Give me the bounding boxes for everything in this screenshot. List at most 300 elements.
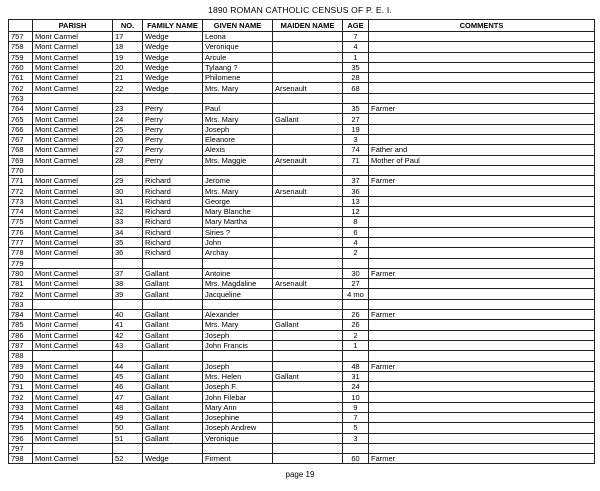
cell-age: 2 [343, 330, 369, 340]
cell-comments [369, 93, 595, 103]
cell-age: 74 [343, 145, 369, 155]
cell-row-index: 775 [9, 217, 33, 227]
cell-age: 1 [343, 52, 369, 62]
cell-number: 49 [113, 412, 143, 422]
cell-parish: Mont Carmel [33, 433, 113, 443]
cell-age: 2 [343, 248, 369, 258]
cell-family-name: Wedge [143, 52, 203, 62]
cell-family-name: Wedge [143, 42, 203, 52]
cell-number: 46 [113, 382, 143, 392]
table-row [9, 392, 595, 402]
cell-given-name: Mrs. Maggie [203, 155, 273, 165]
cell-comments [369, 330, 595, 340]
cell-family-name: Gallant [143, 330, 203, 340]
cell-age: 5 [343, 423, 369, 433]
cell-family-name: Perry [143, 134, 203, 144]
cell-parish: Mont Carmel [33, 32, 113, 42]
cell-given-name: Archay [203, 248, 273, 258]
table-row [9, 145, 595, 155]
cell-number: 51 [113, 433, 143, 443]
cell-row-index: 768 [9, 145, 33, 155]
cell-given-name [203, 258, 273, 268]
table-row [9, 258, 595, 268]
cell-row-index: 790 [9, 371, 33, 381]
cell-family-name: Wedge [143, 62, 203, 72]
cell-given-name: George [203, 196, 273, 206]
cell-age: 9 [343, 402, 369, 412]
cell-family-name: Richard [143, 227, 203, 237]
cell-given-name: Mrs. Magdaline [203, 279, 273, 289]
cell-row-index: 772 [9, 186, 33, 196]
cell-family-name: Gallant [143, 310, 203, 320]
cell-row-index: 767 [9, 134, 33, 144]
table-row [9, 268, 595, 278]
cell-family-name: Gallant [143, 382, 203, 392]
cell-given-name: Mrs. Mary [203, 320, 273, 330]
cell-given-name: John Francis [203, 340, 273, 350]
cell-maiden-name [273, 402, 343, 412]
cell-row-index: 783 [9, 299, 33, 309]
cell-number: 26 [113, 134, 143, 144]
cell-parish: Mont Carmel [33, 340, 113, 350]
cell-maiden-name [273, 52, 343, 62]
cell-parish: Mont Carmel [33, 248, 113, 258]
cell-comments [369, 32, 595, 42]
cell-age: 48 [343, 361, 369, 371]
cell-parish [33, 93, 113, 103]
table-row [9, 62, 595, 72]
cell-given-name: Siries ? [203, 227, 273, 237]
cell-family-name: Gallant [143, 279, 203, 289]
table-row [9, 361, 595, 371]
cell-number: 31 [113, 196, 143, 206]
cell-number: 24 [113, 114, 143, 124]
col-header-maiden-name: MAIDEN NAME [273, 20, 343, 32]
cell-number: 37 [113, 268, 143, 278]
cell-maiden-name [273, 176, 343, 186]
cell-family-name: Wedge [143, 454, 203, 464]
cell-given-name: Jacqueline [203, 289, 273, 299]
cell-parish: Mont Carmel [33, 361, 113, 371]
table-row [9, 433, 595, 443]
cell-family-name: Richard [143, 186, 203, 196]
cell-given-name: Josephine [203, 412, 273, 422]
cell-number: 36 [113, 248, 143, 258]
cell-comments: Mother of Paul [369, 155, 595, 165]
cell-family-name: Wedge [143, 83, 203, 93]
cell-given-name: Tylaang ? [203, 62, 273, 72]
cell-family-name: Gallant [143, 289, 203, 299]
cell-row-index: 792 [9, 392, 33, 402]
cell-family-name: Richard [143, 207, 203, 217]
cell-row-index: 786 [9, 330, 33, 340]
cell-parish: Mont Carmel [33, 104, 113, 114]
cell-given-name: Jerome [203, 176, 273, 186]
cell-family-name [143, 165, 203, 175]
cell-family-name: Richard [143, 237, 203, 247]
cell-maiden-name [273, 340, 343, 350]
cell-given-name: Joseph [203, 361, 273, 371]
cell-maiden-name: Arsenault [273, 155, 343, 165]
cell-row-index: 763 [9, 93, 33, 103]
cell-row-index: 780 [9, 268, 33, 278]
table-row [9, 371, 595, 381]
cell-given-name: Mary Ann [203, 402, 273, 412]
cell-row-index: 762 [9, 83, 33, 93]
cell-given-name: Philomene [203, 73, 273, 83]
cell-parish: Mont Carmel [33, 320, 113, 330]
header-row [9, 20, 595, 32]
cell-number: 42 [113, 330, 143, 340]
cell-family-name: Gallant [143, 392, 203, 402]
cell-parish: Mont Carmel [33, 155, 113, 165]
cell-age [343, 443, 369, 453]
cell-number: 40 [113, 310, 143, 320]
cell-age: 26 [343, 320, 369, 330]
cell-number: 21 [113, 73, 143, 83]
cell-family-name [143, 443, 203, 453]
cell-number: 33 [113, 217, 143, 227]
col-header-age: AGE [343, 20, 369, 32]
cell-maiden-name [273, 248, 343, 258]
cell-number [113, 351, 143, 361]
table-row [9, 176, 595, 186]
cell-row-index: 797 [9, 443, 33, 453]
cell-given-name: Mrs. Mary [203, 186, 273, 196]
cell-row-index: 759 [9, 52, 33, 62]
cell-number [113, 299, 143, 309]
cell-number: 25 [113, 124, 143, 134]
cell-number [113, 443, 143, 453]
cell-comments [369, 279, 595, 289]
cell-maiden-name [273, 330, 343, 340]
cell-maiden-name [273, 433, 343, 443]
cell-comments [369, 114, 595, 124]
cell-family-name: Gallant [143, 402, 203, 412]
cell-age: 30 [343, 268, 369, 278]
cell-comments: Farmer [369, 104, 595, 114]
cell-parish: Mont Carmel [33, 382, 113, 392]
cell-comments: Farmer [369, 176, 595, 186]
census-table [8, 19, 595, 464]
cell-parish: Mont Carmel [33, 237, 113, 247]
cell-parish: Mont Carmel [33, 227, 113, 237]
cell-given-name: Mrs. Mary [203, 83, 273, 93]
cell-family-name: Gallant [143, 433, 203, 443]
cell-maiden-name [273, 258, 343, 268]
cell-maiden-name [273, 217, 343, 227]
cell-family-name: Perry [143, 114, 203, 124]
cell-comments [369, 412, 595, 422]
cell-comments [369, 186, 595, 196]
cell-comments [369, 42, 595, 52]
cell-age: 4 [343, 237, 369, 247]
cell-given-name: Eleanore [203, 134, 273, 144]
cell-parish: Mont Carmel [33, 423, 113, 433]
cell-row-index: 782 [9, 289, 33, 299]
table-row [9, 237, 595, 247]
cell-number: 41 [113, 320, 143, 330]
cell-row-index: 785 [9, 320, 33, 330]
cell-given-name: Antoine [203, 268, 273, 278]
cell-given-name: Joseph [203, 330, 273, 340]
cell-row-index: 773 [9, 196, 33, 206]
table-row [9, 42, 595, 52]
cell-given-name [203, 165, 273, 175]
cell-row-index: 795 [9, 423, 33, 433]
cell-given-name: Alexis [203, 145, 273, 155]
table-row [9, 454, 595, 464]
cell-given-name: Joseph [203, 124, 273, 134]
page-number: page 19 [285, 470, 315, 479]
cell-comments [369, 62, 595, 72]
cell-age: 7 [343, 412, 369, 422]
cell-given-name: Alexander [203, 310, 273, 320]
cell-family-name [143, 93, 203, 103]
cell-comments [369, 124, 595, 134]
cell-maiden-name [273, 237, 343, 247]
cell-given-name: Arcule [203, 52, 273, 62]
cell-row-index: 788 [9, 351, 33, 361]
cell-row-index: 784 [9, 310, 33, 320]
cell-comments [369, 165, 595, 175]
cell-given-name: Mary Martha [203, 217, 273, 227]
cell-age: 26 [343, 310, 369, 320]
cell-maiden-name [273, 454, 343, 464]
cell-age: 24 [343, 382, 369, 392]
cell-comments [369, 289, 595, 299]
cell-number: 28 [113, 155, 143, 165]
cell-given-name [203, 299, 273, 309]
cell-parish: Mont Carmel [33, 114, 113, 124]
cell-family-name: Gallant [143, 361, 203, 371]
cell-given-name [203, 443, 273, 453]
cell-age: 60 [343, 454, 369, 464]
cell-parish [33, 351, 113, 361]
col-header-family-name: FAMILY NAME [143, 20, 203, 32]
cell-maiden-name [273, 412, 343, 422]
cell-row-index: 769 [9, 155, 33, 165]
cell-family-name: Gallant [143, 371, 203, 381]
table-row [9, 279, 595, 289]
cell-parish: Mont Carmel [33, 402, 113, 412]
cell-row-index: 766 [9, 124, 33, 134]
cell-age: 1 [343, 340, 369, 350]
cell-comments [369, 299, 595, 309]
table-row [9, 382, 595, 392]
cell-family-name [143, 299, 203, 309]
cell-number: 23 [113, 104, 143, 114]
cell-given-name: Leona [203, 32, 273, 42]
table-row [9, 299, 595, 309]
table-row [9, 93, 595, 103]
cell-row-index: 764 [9, 104, 33, 114]
cell-number: 44 [113, 361, 143, 371]
cell-comments [369, 392, 595, 402]
cell-number: 35 [113, 237, 143, 247]
cell-comments [369, 83, 595, 93]
table-row [9, 412, 595, 422]
cell-comments: Farmer [369, 310, 595, 320]
cell-maiden-name [273, 104, 343, 114]
cell-number [113, 165, 143, 175]
cell-number [113, 93, 143, 103]
cell-row-index: 778 [9, 248, 33, 258]
cell-age: 27 [343, 114, 369, 124]
table-row [9, 217, 595, 227]
cell-maiden-name [273, 73, 343, 83]
cell-comments: Farmer [369, 454, 595, 464]
cell-maiden-name [273, 351, 343, 361]
table-row [9, 310, 595, 320]
cell-given-name [203, 93, 273, 103]
cell-age: 4 [343, 42, 369, 52]
cell-number: 32 [113, 207, 143, 217]
cell-number: 52 [113, 454, 143, 464]
cell-parish [33, 165, 113, 175]
table-row [9, 402, 595, 412]
cell-row-index: 789 [9, 361, 33, 371]
cell-parish: Mont Carmel [33, 134, 113, 144]
cell-comments: Farmer [369, 361, 595, 371]
cell-maiden-name [273, 124, 343, 134]
table-row [9, 320, 595, 330]
cell-family-name: Richard [143, 248, 203, 258]
cell-parish: Mont Carmel [33, 217, 113, 227]
cell-parish: Mont Carmel [33, 145, 113, 155]
cell-age: 6 [343, 227, 369, 237]
table-row [9, 104, 595, 114]
cell-age [343, 93, 369, 103]
cell-given-name: Paul [203, 104, 273, 114]
cell-maiden-name [273, 134, 343, 144]
cell-row-index: 765 [9, 114, 33, 124]
cell-maiden-name: Gallant [273, 114, 343, 124]
table-row [9, 155, 595, 165]
cell-maiden-name [273, 42, 343, 52]
cell-given-name: Joseph F. [203, 382, 273, 392]
cell-given-name: Mrs. Mary [203, 114, 273, 124]
cell-age [343, 258, 369, 268]
cell-row-index: 781 [9, 279, 33, 289]
cell-age: 71 [343, 155, 369, 165]
table-row [9, 289, 595, 299]
cell-number: 20 [113, 62, 143, 72]
cell-family-name: Richard [143, 196, 203, 206]
page-title: 1890 ROMAN CATHOLIC CENSUS OF P. E. I. [208, 5, 392, 15]
cell-number: 47 [113, 392, 143, 402]
cell-given-name: Joseph Andrew [203, 423, 273, 433]
cell-maiden-name [273, 145, 343, 155]
cell-age [343, 299, 369, 309]
cell-parish: Mont Carmel [33, 176, 113, 186]
cell-row-index: 787 [9, 340, 33, 350]
table-row [9, 248, 595, 258]
cell-family-name: Wedge [143, 32, 203, 42]
cell-age: 13 [343, 196, 369, 206]
cell-comments [369, 196, 595, 206]
cell-comments [369, 382, 595, 392]
table-row [9, 186, 595, 196]
cell-family-name: Wedge [143, 73, 203, 83]
cell-given-name: Veronique [203, 433, 273, 443]
cell-row-index: 779 [9, 258, 33, 268]
cell-maiden-name [273, 62, 343, 72]
cell-row-index: 791 [9, 382, 33, 392]
cell-comments: Farmer [369, 268, 595, 278]
cell-parish [33, 258, 113, 268]
cell-age: 27 [343, 279, 369, 289]
table-row [9, 423, 595, 433]
cell-row-index: 760 [9, 62, 33, 72]
cell-maiden-name [273, 165, 343, 175]
col-header-no: NO. [113, 20, 143, 32]
cell-maiden-name [273, 207, 343, 217]
cell-parish [33, 443, 113, 453]
cell-age: 4 mo [343, 289, 369, 299]
cell-age: 12 [343, 207, 369, 217]
cell-comments [369, 52, 595, 62]
cell-family-name: Richard [143, 176, 203, 186]
cell-parish: Mont Carmel [33, 83, 113, 93]
cell-age [343, 165, 369, 175]
cell-comments [369, 433, 595, 443]
cell-number: 19 [113, 52, 143, 62]
table-row [9, 165, 595, 175]
cell-maiden-name [273, 32, 343, 42]
census-rows [9, 32, 595, 464]
cell-parish: Mont Carmel [33, 124, 113, 134]
cell-parish: Mont Carmel [33, 392, 113, 402]
cell-row-index: 761 [9, 73, 33, 83]
cell-maiden-name [273, 289, 343, 299]
cell-maiden-name: Gallant [273, 320, 343, 330]
cell-age: 3 [343, 134, 369, 144]
cell-comments: Father and [369, 145, 595, 155]
table-row [9, 114, 595, 124]
cell-parish: Mont Carmel [33, 196, 113, 206]
cell-family-name: Gallant [143, 423, 203, 433]
cell-age: 31 [343, 371, 369, 381]
cell-age: 35 [343, 62, 369, 72]
cell-row-index: 776 [9, 227, 33, 237]
table-row [9, 32, 595, 42]
cell-parish: Mont Carmel [33, 42, 113, 52]
cell-row-index: 770 [9, 165, 33, 175]
cell-number: 17 [113, 32, 143, 42]
table-row [9, 330, 595, 340]
cell-row-index: 757 [9, 32, 33, 42]
cell-given-name: Mrs. Helen [203, 371, 273, 381]
cell-age [343, 351, 369, 361]
cell-row-index: 798 [9, 454, 33, 464]
cell-parish: Mont Carmel [33, 268, 113, 278]
cell-comments [369, 237, 595, 247]
cell-maiden-name [273, 93, 343, 103]
cell-row-index: 771 [9, 176, 33, 186]
cell-maiden-name [273, 196, 343, 206]
cell-number: 29 [113, 176, 143, 186]
cell-comments [369, 227, 595, 237]
cell-comments [369, 207, 595, 217]
cell-parish: Mont Carmel [33, 52, 113, 62]
table-row [9, 134, 595, 144]
col-header-parish: PARISH [33, 20, 113, 32]
table-row [9, 340, 595, 350]
cell-comments [369, 258, 595, 268]
cell-number: 34 [113, 227, 143, 237]
cell-row-index: 758 [9, 42, 33, 52]
